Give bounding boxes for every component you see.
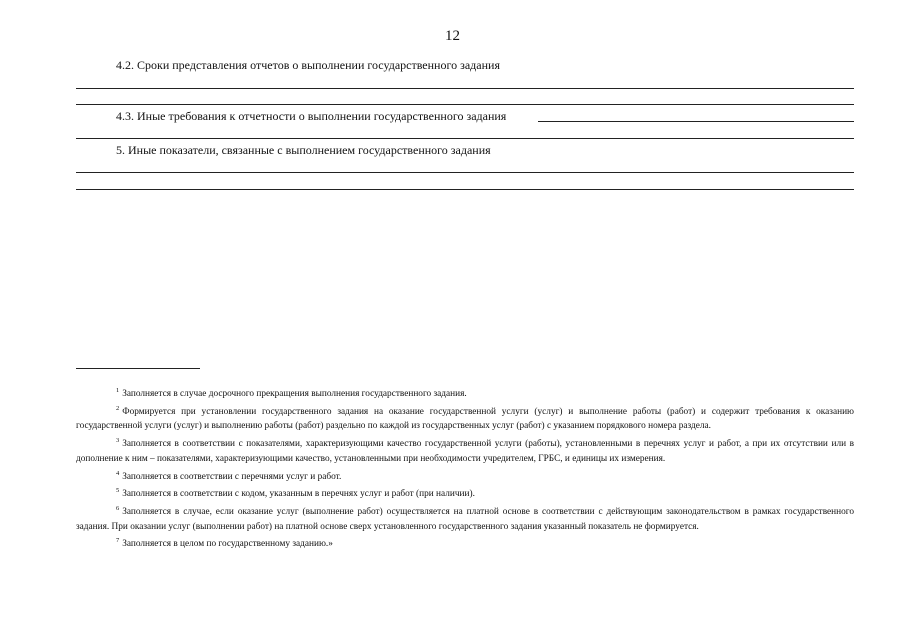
footnote-mark: 4 bbox=[116, 469, 120, 477]
footnote-mark: 6 bbox=[116, 504, 120, 512]
footnote-6 bbox=[76, 502, 854, 534]
footnote-2 bbox=[76, 402, 854, 434]
section-5-text: 5. Иные показатели, связанные с выполнением государственного задания bbox=[116, 143, 491, 157]
footnote-text: Заполняется в соответствии с кодом, указанным в перечнях услуг и работ (при наличии). bbox=[122, 489, 475, 500]
section-4-2-text: 4.2. Сроки представления отчетов о выполнении государственного задания bbox=[116, 58, 500, 72]
section-4-3-text: 4.3. Иные требования к отчетности о выполнении государственного задания bbox=[116, 109, 507, 123]
footnote-7 bbox=[76, 534, 854, 552]
footnote-mark: 1 bbox=[116, 387, 120, 394]
blank-line bbox=[76, 104, 854, 105]
footnote-mark: 2 bbox=[116, 404, 120, 412]
footnote-1 bbox=[76, 384, 854, 402]
blank-line bbox=[76, 172, 854, 173]
footnote-text: Заполняется в случае, если оказание услуг (выполнение работ) осуществляется на платной основе в соответствии с действующим законодательством в рамках государственного задания. При оказании услуг (выполнении работ) на платной основе сверх установленного государственного задания указанный показатель не формируется. bbox=[76, 506, 854, 532]
footnote-text: Заполняется в соответствии с перечнями услуг и работ. bbox=[122, 471, 342, 482]
footnote-mark: 7 bbox=[116, 537, 120, 545]
footnote-separator bbox=[76, 368, 200, 369]
footnote-5 bbox=[76, 484, 854, 502]
blank-line bbox=[76, 138, 854, 139]
footnotes bbox=[76, 384, 854, 552]
blank-line-inline bbox=[538, 121, 854, 122]
footnote-mark: 3 bbox=[116, 437, 120, 445]
footnote-text: Заполняется в целом по государственному заданию.» bbox=[122, 539, 333, 550]
footnote-4 bbox=[76, 467, 854, 485]
footnote-3 bbox=[76, 434, 854, 466]
footnote-mark: 5 bbox=[116, 487, 120, 495]
blank-line bbox=[76, 189, 854, 190]
footnote-text: Заполняется в случае досрочного прекращения выполнения государственного задания. bbox=[122, 389, 467, 399]
footnote-text: Заполняется в соответствии с показателями, характеризующими качество государственной услуги (работы), установленными в перечнях услуг и работ, а при их отсутствии или в дополнение к ним – показателями, характеризующими качество, установленными при необходимости учредителем, ГРБС, и единицы их измерения. bbox=[76, 439, 854, 464]
page-number: 12 bbox=[445, 28, 460, 44]
footnote-text: Формируется при установлении государственного задания на оказание государственной услуги (услуг) и выполнение работы (работ) и содержит требования к оказанию государственной услуги (услуг) и выполнению работы (работ) раздельно по каждой из государственных услуг (работ) с указанием порядкового номера раздела. bbox=[76, 406, 854, 432]
blank-line bbox=[76, 88, 854, 89]
